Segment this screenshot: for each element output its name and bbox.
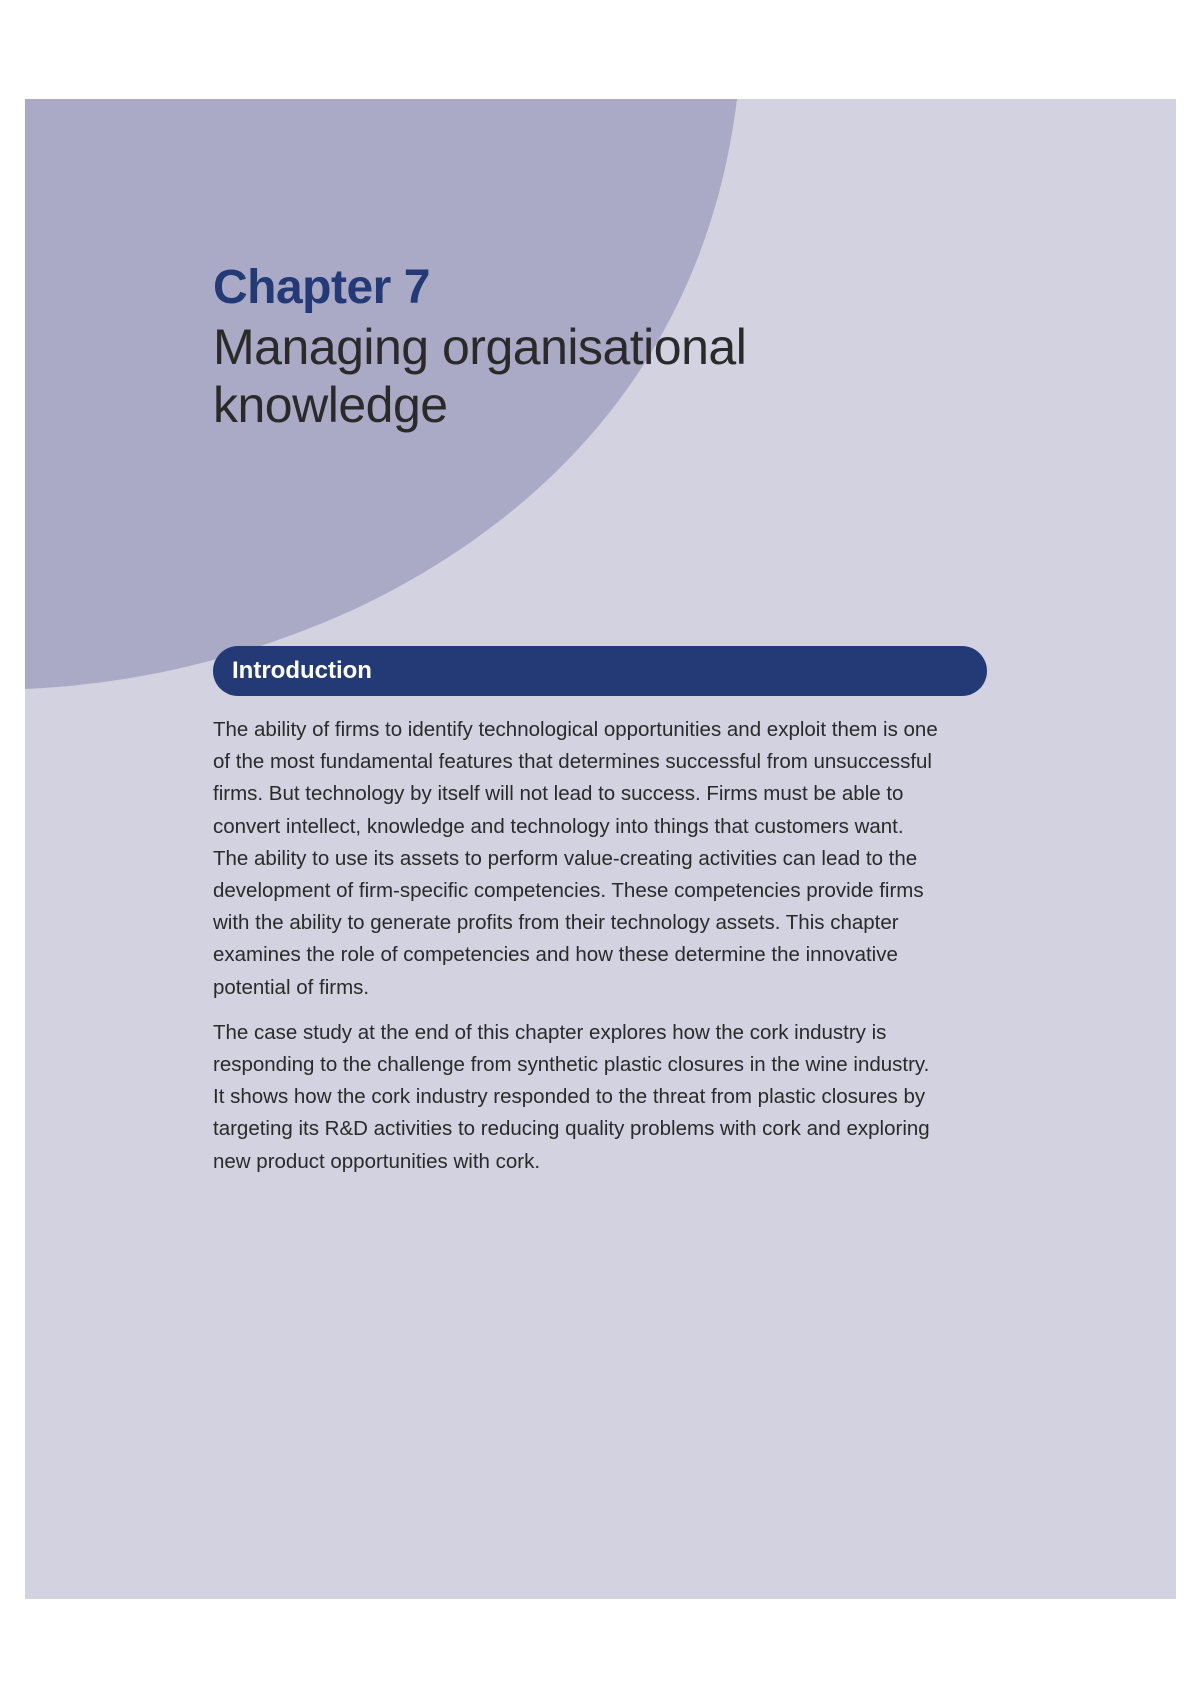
section-header-bar [213,646,987,696]
section-title: Introduction [232,657,372,684]
introduction-body [213,714,993,1191]
paragraph: The ability of firms to identify technological opportunities and exploit them is one of the most fundamental features that determines successful from unsuccessful firms. But technology by itself will not lead to success. Firms must be able to convert intellect, knowledge and technology into things that customers want. The ability to use its assets to perform value-creating activities can lead to the development of firm-specific competencies. These competencies provide firms with the ability to generate profits from their technology assets. This chapter examines the role of competencies and how these determine the innovative potential of firms. [213,718,938,999]
chapter-title: Managing organisational knowledge [213,319,747,433]
chapter-number: Chapter 7 [213,261,430,314]
paragraph: The case study at the end of this chapter explores how the cork industry is responding to the challenge from synthetic plastic closures in the wine industry. It shows how the cork industry responded to the threat from plastic closures by targeting its R&D activities to reducing quality problems with cork and exploring new product opportunities with cork. [213,1020,930,1173]
